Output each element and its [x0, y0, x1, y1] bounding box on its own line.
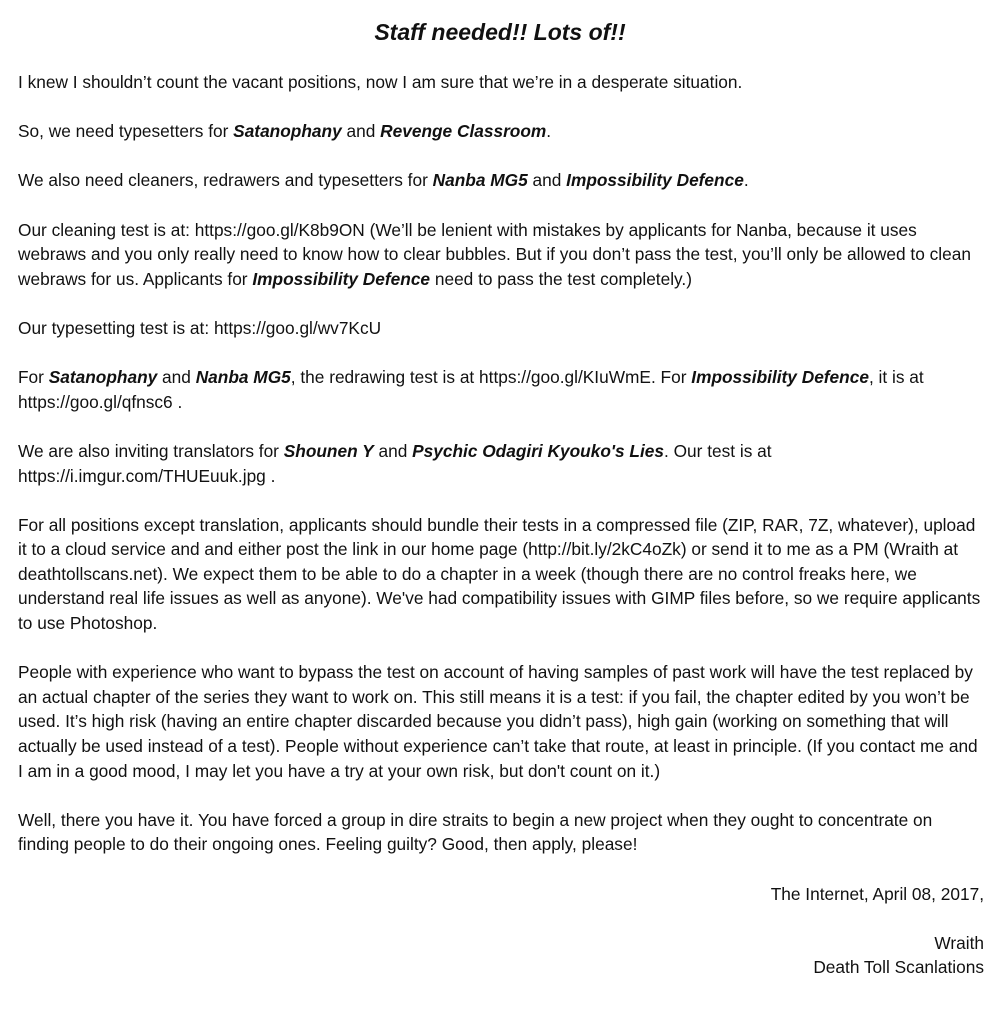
- paragraph-typesetting-test: Our typesetting test is at: https://goo.gl/wv7KcU: [18, 317, 382, 338]
- text-run: and: [373, 440, 413, 461]
- text-run: So, we need typesetters for: [18, 121, 234, 142]
- text-run: We also need cleaners, redrawers and typesetters for: [18, 170, 433, 191]
- text-run: need to pass the test completely.): [430, 268, 692, 289]
- series-title: Shounen Y: [283, 440, 374, 461]
- series-title: Impossibility Defence: [252, 268, 431, 289]
- document-body: [18, 70, 984, 980]
- text-run: and: [341, 121, 381, 142]
- series-title: Nanba MG5: [432, 170, 528, 191]
- series-title: Impossibility Defence: [566, 170, 744, 191]
- series-title: Impossibility Defence: [691, 367, 869, 388]
- series-title: Satanophany: [233, 121, 342, 142]
- paragraph-cleaning-test: [18, 218, 984, 292]
- text-run: For: [18, 367, 49, 388]
- text-run: . Our test is at https://i.imgur.com/THUEuuk.jpg .: [18, 440, 772, 486]
- paragraph-closing: Well, there you have it. You have forced a group in dire straits to begin a new project when they ought to concentrate on finding people to do their ongoing ones. Feeling guilty? Good, then apply, please!: [18, 809, 933, 855]
- paragraph-intro: I knew I shouldn’t count the vacant positions, now I am sure that we’re in a desperate situation.: [18, 72, 743, 92]
- paragraph-translators: [18, 439, 984, 488]
- paragraph-redrawing-test: [18, 365, 984, 414]
- paragraph-cleaners: [18, 168, 984, 193]
- signature-group: Death Toll Scanlations: [813, 957, 984, 978]
- dateline: The Internet, April 08, 2017,: [770, 883, 984, 904]
- page-title: Staff needed!! Lots of!!: [374, 19, 626, 45]
- paragraph-experience: People with experience who want to bypass the test on account of having samples of past work will have the test replaced by an actual chapter of the series they want to work on. This still means it is a test: if you fail, the chapter edited by you won’t be used. It’s high risk (having an entire chapter discarded because you didn’t pass), high gain (working on something that will actually be used instead of a test). People without experience can’t take that route, at least in principle. (If you contact me and I am in a good mood, I may let you have a try at your own risk, but don't count on it.): [18, 662, 978, 781]
- paragraph-typesetters: [18, 119, 984, 144]
- text-run: and: [527, 170, 567, 191]
- text-run: , the redrawing test is at https://goo.gl/KIuWmE. For: [290, 367, 692, 388]
- text-run: and: [157, 367, 196, 388]
- series-title: Psychic Odagiri Kyouko's Lies: [412, 440, 665, 461]
- series-title: Revenge Classroom: [380, 121, 547, 142]
- text-run: Our cleaning test is at: https://goo.gl/K8b9ON (We’ll be lenient with mistakes by applicants for Nanba, because it uses webraws and you only really need to know how to clear bubbles. But if you don’t pass the test, you’ll only be allowed to clean webraws for us. Applicants for: [18, 219, 971, 289]
- signature: [18, 931, 984, 980]
- signature-name: Wraith: [934, 932, 984, 953]
- text-run: , it is at https://goo.gl/qfnsc6 .: [18, 367, 924, 412]
- text-run: We are also inviting translators for: [18, 440, 284, 461]
- series-title: Nanba MG5: [195, 367, 291, 388]
- paragraph-submission: For all positions except translation, applicants should bundle their tests in a compressed file (ZIP, RAR, 7Z, whatever), upload it to a cloud service and and either post the link in our home page (http://bit.ly/2kC4oZk) or send it to me as a PM (Wraith at deathtollscans.net). We expect them to be able to do a chapter in a week (though there are no control freaks here, we understand real life issues as well as anyone). We've had compatibility issues with GIMP files before, so we require applicants to use Photoshop.: [18, 514, 981, 634]
- text-run: .: [546, 121, 552, 142]
- text-run: .: [743, 170, 749, 191]
- series-title: Satanophany: [48, 367, 158, 388]
